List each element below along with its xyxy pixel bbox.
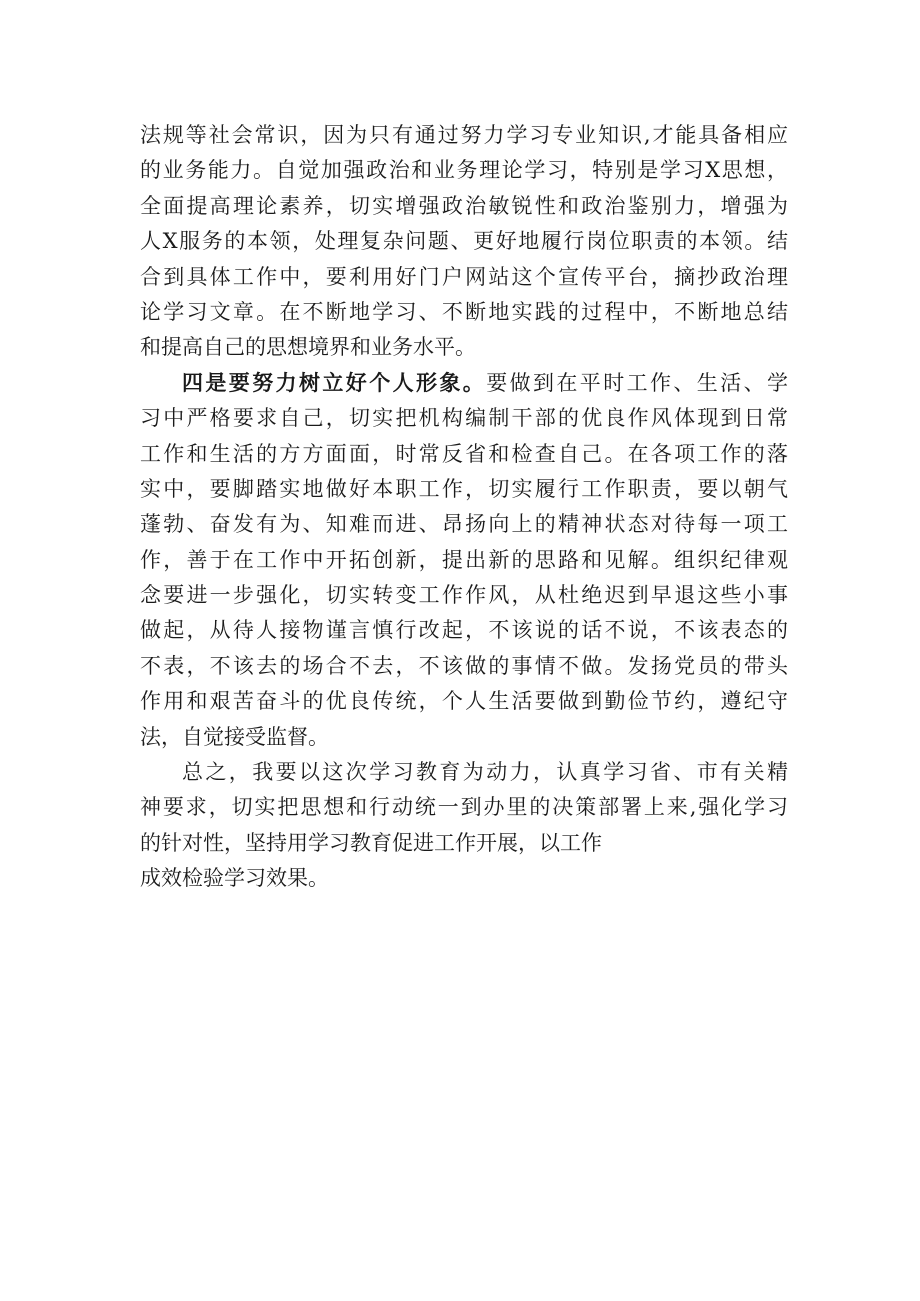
text-line: 蓬勃、奋发有为、知难而进、昂扬向上的精神状态对待每一项工 — [140, 512, 788, 537]
text-line: 全面提高理论素养，切实增强政治敏锐性和政治鉴别力，增强为 — [140, 193, 788, 218]
paragraph-heading: 四是要努力树立好个人形象。 — [182, 370, 487, 395]
text-line: 做起，从待人接物谨言慎行改起，不该说的话不说，不该表态的 — [140, 618, 788, 643]
text-line: 合到具体工作中，要利用好门户网站这个宣传平台，摘抄政治理 — [140, 264, 788, 289]
paragraph-2 — [140, 366, 788, 755]
text-line: 和提高自己的思想境界和业务水平。 — [140, 335, 476, 360]
paragraph-3 — [140, 755, 788, 897]
text-line: 论学习文章。在不断地学习、不断地实践的过程中，不断地总结 — [140, 299, 788, 324]
text-line: 人X服务的本领，处理复杂问题、更好地履行岗位职责的本领。结 — [140, 229, 788, 254]
text-line: 法，自觉接受监督。 — [140, 724, 329, 749]
text-line: 的针对性，坚持用学习教育促进工作开展，以工作 — [140, 830, 602, 855]
text-line: 实中，要脚踏实地做好本职工作，切实履行工作职责，要以朝气 — [140, 476, 788, 501]
text-line: 习中严格要求自己，切实把机构编制干部的优良作风体现到日常 — [140, 406, 788, 431]
text-line — [140, 366, 788, 401]
paragraph-1 — [140, 118, 788, 366]
text-line: 作用和艰苦奋斗的优良传统，个人生活要做到勤俭节约，遵纪守 — [140, 689, 788, 714]
text-line: 成效检验学习效果。 — [140, 866, 329, 891]
document-body — [140, 118, 788, 897]
text-line: 神要求，切实把思想和行动统一到办里的决策部署上来,强化学习 — [140, 795, 788, 820]
text-line: 作，善于在工作中开拓创新，提出新的思路和见解。组织纪律观 — [140, 547, 788, 572]
text-line: 不表，不该去的场合不去，不该做的事情不做。发扬党员的带头 — [140, 653, 788, 678]
text-line: 念要进一步强化，切实转变工作作风，从杜绝迟到早退这些小事 — [140, 583, 788, 608]
paragraph-lead-text: 要做到在平时工作、生活、学 — [486, 370, 788, 395]
text-line: 总之，我要以这次学习教育为动力，认真学习省、市有关精 — [182, 760, 788, 785]
text-line: 工作和生活的方方面面，时常反省和检查自己。在各项工作的落 — [140, 441, 788, 466]
text-line: 的业务能力。自觉加强政治和业务理论学习，特别是学习X思想， — [140, 158, 788, 183]
text-line: 法规等社会常识，因为只有通过努力学习专业知识,才能具备相应 — [140, 123, 788, 147]
